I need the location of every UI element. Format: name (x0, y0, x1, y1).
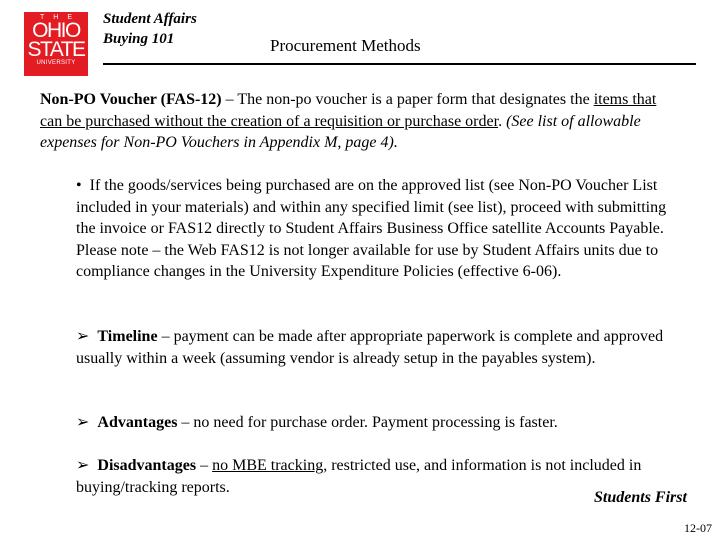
slogan: Students First (594, 489, 687, 506)
intro-note: (See list of allowable expenses for Non-PO Vouchers in Appendix M, page 4). (40, 112, 641, 151)
disadvantages-item (76, 455, 656, 498)
page-title: Procurement Methods (270, 36, 421, 55)
logo-university: UNIVERSITY (36, 60, 76, 66)
arrow-bullet-icon: ➢ (76, 457, 90, 474)
header-divider (103, 63, 696, 65)
timeline-term: Timeline (97, 328, 158, 345)
arrow-bullet-icon: ➢ (76, 414, 90, 431)
ohio-state-logo (24, 12, 88, 76)
advantages-term: Advantages (97, 414, 178, 431)
logo-state: STATE (27, 38, 85, 61)
bullet-paragraph (76, 175, 676, 283)
disadvantages-term: Disadvantages (97, 457, 197, 474)
page-number: 12-07 (684, 521, 712, 535)
arrow-bullet-icon: ➢ (76, 328, 90, 345)
disadvantages-dash: – (196, 457, 213, 474)
timeline-item (76, 326, 676, 369)
intro-text: – The non-po voucher is a paper form that designates the (221, 91, 594, 108)
disadvantages-text: , restricted use, and information is not included in buying/tracking reports. (76, 457, 642, 496)
timeline-text: – payment can be made after appropriate paperwork is complete and approved usually within a week (assuming vendor is already setup in the payables system). (76, 328, 664, 367)
bullet-icon: • (76, 177, 82, 194)
header-line-1: Student Affairs (103, 11, 197, 27)
bullet-text: If the goods/services being purchased are on the approved list (see Non-PO Voucher List included in your materials) and within any specified limit (see list), proceed with submitting the invoice or FAS12 directly to Student Affairs Business Office satellite Accounts Payable. Please note – the Web FAS12 is not longer available for use by Student Affairs units due to compliance changes in the University Expenditure Policies (effective 6-06). (76, 177, 667, 280)
advantages-text: – no need for purchase order. Payment processing is faster. (177, 414, 558, 431)
header-line-2: Buying 101 (103, 31, 175, 47)
logo-ohio: OHIO (32, 19, 80, 42)
intro-after: . (498, 112, 507, 130)
advantages-item (76, 412, 676, 434)
intro-paragraph (40, 89, 680, 154)
disadvantages-underlined: no MBE tracking (212, 457, 324, 474)
header-subtitle (103, 9, 197, 49)
logo-the: THE (40, 14, 81, 21)
intro-underlined: items that can be purchased without the creation of a requisition or purchase order (40, 91, 657, 130)
intro-term: Non-PO Voucher (FAS-12) (40, 91, 222, 108)
